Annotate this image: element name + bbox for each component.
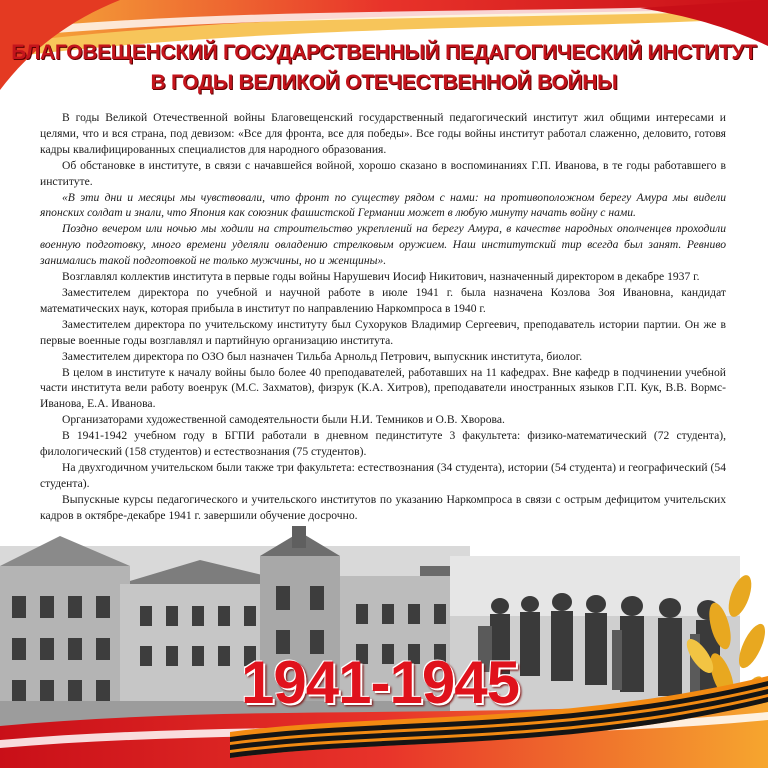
paragraph: Заместителем директора по ОЗО был назначен Тильба Арнольд Петрович, выпускник института, биолог. — [62, 349, 583, 363]
paragraph: Возглавлял коллектив института в первые годы войны Нарушевич Иосиф Никитович, назначенный директором в декабре 1937 г. — [62, 270, 700, 284]
paragraph: Заместителем директора по учебной и научной работе в июле 1941 г. была назначена Козлова Зоя Ивановна, кандидат математических наук, которая прибыла в институт по направлению Наркомпроса в 1940 г. — [40, 285, 726, 315]
article-body — [40, 110, 726, 524]
paragraph: Организаторами художественной самодеятельности были Н.И. Темников и О.В. Хворова. — [62, 413, 505, 427]
photo-collage — [0, 526, 768, 768]
paragraph: Об обстановке в институте, в связи с начавшейся войной, хорошо сказано в воспоминаниях Г.П. Иванова, в те годы работавшего в институте. — [40, 158, 726, 188]
paragraph: В целом в институте к началу войны было более 40 преподавателей, работавших на 11 кафедрах. Вне кафедр в подчинении учебной части института вели работу военрук (М.С. Захматов), физрук (К.А. Хитров), преподаватели иностранных языков Г.П. Кук, В.В. Вормс-Иванова, Е.А. Иванова. — [40, 365, 726, 411]
years-label: 1941-1945 — [241, 649, 519, 716]
quote-paragraph: Поздно вечером или ночью мы ходили на строительство укреплений на берегу Амура, в качестве народных ополченцев проходили военную подготовку, много времени уделяли овладению стрелковым оружием. Наш институтский тир всегда был занят. Ревниво занимались такой подготовкой не только мужчины, но и женщины». — [40, 222, 726, 268]
paragraph: Выпускные курсы педагогического и учительского институтов по указанию Наркомпроса в связи с острым дефицитом учительских кадров в октябре-декабре 1941 г. завершили обучение досрочно. — [40, 492, 726, 522]
quote-paragraph: «В эти дни и месяцы мы чувствовали, что фронт по существу рядом с нами: на противоположном берегу Амура мы видели японских солдат и знали, что Япония как союзник фашистской Германии может в любую минуту начать войну с нами. — [40, 190, 726, 220]
paragraph: На двухгодичном учительском были также три факультета: естествознания (34 студента), истории (54 студента) и географический (54 студента). — [40, 460, 726, 490]
page-title — [0, 38, 768, 98]
paragraph: Заместителем директора по учительскому институту был Сухоруков Владимир Сергеевич, преподаватель истории партии. Он же в первые военные годы возглавлял и партийную организацию института. — [40, 317, 726, 347]
paragraph: В годы Великой Отечественной войны Благовещенский государственный педагогический институт жил общими интересами и целями, что и вся страна, под девизом: «Все для фронта, все для победы». Все годы войны институт работал слаженно, деловито, готовя кадры квалифицированных специалистов для народного образования. — [40, 111, 726, 156]
title-line-1: БЛАГОВЕЩЕНСКИЙ ГОСУДАРСТВЕННЫЙ ПЕДАГОГИЧЕСКИЙ ИНСТИТУТ — [11, 41, 757, 64]
title-line-2: В ГОДЫ ВЕЛИКОЙ ОТЕЧЕСТВЕННОЙ ВОЙНЫ — [150, 71, 618, 94]
paragraph: В 1941-1942 учебном году в БГПИ работали в дневном пединституте 3 факультета: физико-математический (72 студента), филологический (158 студентов) и естествознания (75 студентов). — [40, 429, 726, 459]
